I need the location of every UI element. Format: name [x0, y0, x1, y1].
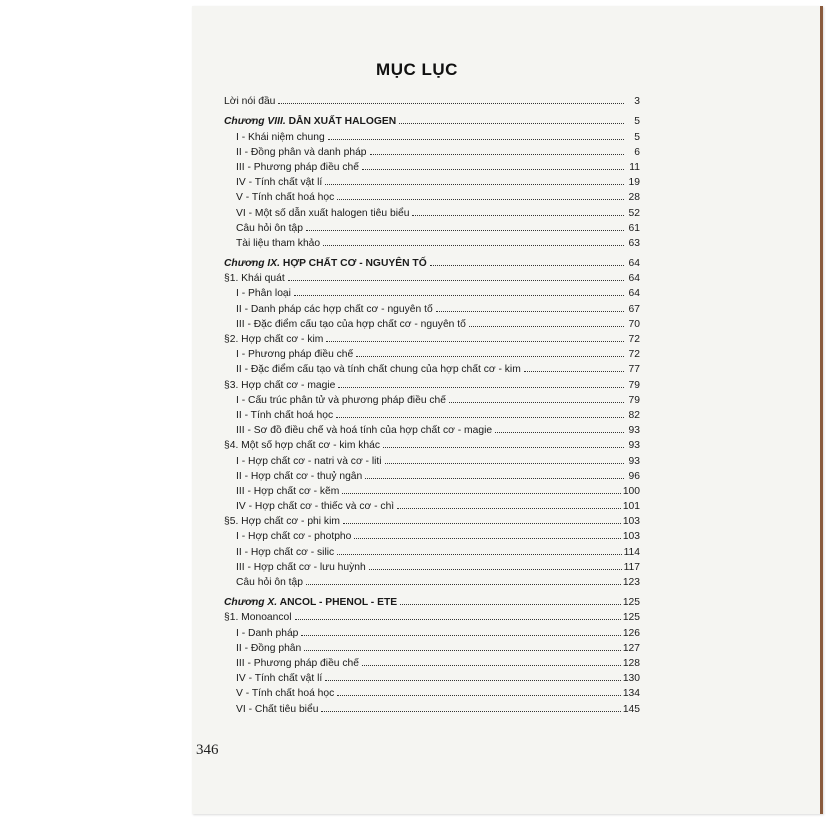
toc-entry-label — [224, 258, 427, 269]
toc-entry-label — [224, 116, 396, 127]
toc-row — [224, 219, 640, 234]
dot-leader — [294, 294, 624, 296]
toc-row — [224, 391, 640, 406]
toc-entry-label: I - Khái niệm chung — [236, 131, 325, 143]
toc-entry-label: IV - Tính chất vật lí — [236, 177, 323, 189]
toc-row — [224, 360, 640, 375]
toc-entry-label: III - Hợp chất cơ - lưu huỳnh — [236, 561, 366, 573]
toc-entry-label: III - Phương pháp điều chế — [236, 657, 359, 669]
toc-page-number: 127 — [622, 642, 640, 654]
dot-leader — [495, 431, 624, 433]
toc-page-number: 6 — [634, 146, 640, 158]
dot-leader — [354, 537, 620, 539]
dot-leader — [323, 244, 624, 246]
dot-leader — [301, 634, 620, 636]
toc-row — [224, 639, 640, 654]
dot-leader — [337, 198, 624, 200]
dot-leader — [295, 618, 621, 620]
toc-entry-label: V - Tính chất hoá học — [236, 192, 335, 204]
dot-leader — [304, 649, 621, 651]
toc-entry-label: II - Tính chất hoá học — [236, 409, 334, 421]
toc-chapter-row — [224, 593, 640, 608]
chapter-prefix: Chương VIII. — [224, 116, 286, 128]
toc-page-number: 125 — [622, 597, 640, 609]
toc-entry-label: III - Phương pháp điều chế — [236, 161, 359, 173]
toc-page-number: 63 — [628, 237, 640, 249]
toc-row — [224, 608, 640, 623]
dot-leader — [383, 446, 624, 448]
toc-page-number: 11 — [629, 161, 640, 173]
toc-entry-label: Tài liệu tham khảo — [236, 237, 321, 249]
table-of-contents — [224, 92, 640, 715]
toc-chapter-row — [224, 112, 640, 127]
chapter-title: HỢP CHẤT CƠ - NGUYÊN TỐ — [282, 258, 427, 270]
toc-page-number: 72 — [628, 334, 640, 345]
dot-leader — [362, 664, 621, 666]
toc-page-number: 82 — [628, 409, 640, 421]
dot-leader — [524, 370, 624, 372]
toc-row — [224, 188, 640, 203]
toc-entry-label: II - Đồng phân và danh pháp — [236, 146, 367, 158]
toc-page-number: 114 — [623, 546, 640, 558]
toc-page-number: 28 — [628, 192, 640, 204]
toc-entry-label — [224, 597, 397, 608]
toc-page-number: 64 — [628, 288, 640, 300]
toc-page-number: 93 — [628, 425, 640, 437]
toc-page-number: 64 — [628, 273, 640, 285]
toc-entry-label: §4. Một số hợp chất cơ - kim khác — [224, 440, 381, 452]
toc-row — [224, 406, 640, 421]
chapter-title: ANCOL - PHENOL - ETE — [279, 597, 398, 609]
dot-leader — [342, 492, 620, 494]
dot-leader — [306, 583, 621, 585]
toc-page-number: 3 — [634, 96, 640, 108]
toc-entry-label: II - Đặc điểm cấu tạo và tính chất chung của hợp chất cơ - kim — [236, 364, 521, 376]
toc-entry-label: V - Tính chất hoá học — [236, 688, 335, 700]
dot-leader — [306, 229, 624, 231]
toc-row — [224, 451, 640, 466]
dot-leader — [325, 183, 624, 185]
toc-entry-label: IV - Tính chất vật lí — [236, 673, 323, 685]
toc-entry-label: I - Hợp chất cơ - natri và cơ - liti — [236, 455, 382, 467]
toc-page-number: 5 — [634, 131, 640, 143]
dot-leader — [400, 603, 621, 605]
toc-entry-label: I - Danh pháp — [236, 627, 299, 639]
toc-row — [224, 512, 640, 527]
toc-page-number: 52 — [628, 207, 640, 219]
toc-row — [224, 467, 640, 482]
dot-leader — [337, 694, 621, 696]
toc-page-number: 128 — [622, 657, 640, 669]
toc-entry-label: III - Sơ đồ điều chế và hoá tính của hợp chất cơ - magie — [236, 425, 493, 437]
toc-row — [224, 684, 640, 699]
toc-row — [224, 203, 640, 218]
toc-chapter-row — [224, 254, 640, 269]
dot-leader — [469, 325, 624, 327]
toc-row — [224, 654, 640, 669]
toc-row — [224, 699, 640, 714]
toc-entry-label: III - Hợp chất cơ - kẽm — [236, 485, 340, 497]
toc-row — [224, 269, 640, 284]
toc-row — [224, 143, 640, 158]
dot-leader — [343, 522, 621, 524]
chapter-prefix: Chương X. — [224, 597, 278, 609]
toc-entry-label: Lời nói đầu — [224, 96, 276, 108]
toc-entry-label: §1. Monoancol — [224, 612, 292, 624]
toc-row — [224, 623, 640, 638]
toc-page-number: 134 — [622, 688, 640, 700]
chapter-title: DẪN XUẤT HALOGEN — [288, 116, 397, 128]
toc-page-number: 125 — [622, 612, 640, 624]
dot-leader — [356, 355, 624, 357]
toc-row — [224, 482, 640, 497]
toc-row — [224, 284, 640, 299]
toc-row — [224, 345, 640, 360]
toc-row — [224, 127, 640, 142]
toc-page-number: 93 — [628, 440, 640, 452]
dot-leader — [336, 416, 624, 418]
toc-page-number: 61 — [628, 222, 640, 234]
toc-page-number: 72 — [628, 349, 640, 361]
toc-row — [224, 558, 640, 573]
dot-leader — [328, 138, 624, 140]
dot-leader — [399, 122, 624, 124]
toc-page-number: 103 — [622, 516, 640, 528]
toc-row — [224, 173, 640, 188]
toc-entry-label: II - Danh pháp các hợp chất cơ - nguyên tố — [236, 303, 433, 315]
toc-row — [224, 158, 640, 173]
toc-entry-label: I - Cấu trúc phân tử và phương pháp điều chế — [236, 394, 447, 406]
dot-leader — [326, 340, 624, 342]
toc-page-number: 130 — [622, 673, 640, 685]
toc-row — [224, 573, 640, 588]
toc-entry-label: VI - Một số dẫn xuất halogen tiêu biểu — [236, 207, 410, 219]
dot-leader — [412, 214, 624, 216]
toc-page-number: 96 — [628, 470, 640, 482]
toc-page-number: 64 — [628, 258, 640, 270]
dot-leader — [385, 462, 624, 464]
dot-leader — [365, 477, 624, 479]
toc-entry-label: Câu hỏi ôn tập — [236, 222, 303, 234]
toc-page-number: 123 — [622, 577, 640, 588]
toc-row — [224, 92, 640, 107]
toc-entry-label: I - Phân loại — [236, 288, 291, 300]
toc-page-number: 19 — [628, 177, 640, 189]
toc-entry-label: Câu hỏi ôn tập — [236, 577, 303, 588]
toc-row — [224, 315, 640, 330]
toc-entry-label: §5. Hợp chất cơ - phi kim — [224, 516, 340, 528]
toc-entry-label: III - Đặc điểm cấu tạo của hợp chất cơ - nguyên tố — [236, 318, 466, 330]
toc-entry-label: I - Hợp chất cơ - photpho — [236, 531, 352, 543]
dot-leader — [369, 568, 622, 570]
toc-entry-label: §3. Hợp chất cơ - magie — [224, 379, 336, 391]
toc-page-number: 70 — [628, 318, 640, 330]
toc-row — [224, 299, 640, 314]
page-title: MỤC LỤC — [376, 60, 458, 79]
page-number: 346 — [196, 742, 219, 758]
toc-page-number: 145 — [622, 703, 640, 715]
toc-page-number: 117 — [623, 561, 640, 573]
chapter-prefix: Chương IX. — [224, 258, 281, 270]
dot-leader — [436, 310, 624, 312]
dot-leader — [337, 553, 621, 555]
toc-page-number: 100 — [622, 485, 640, 497]
toc-page-number: 93 — [628, 455, 640, 467]
toc-row — [224, 234, 640, 249]
toc-entry-label: II - Đồng phân — [236, 642, 302, 654]
toc-page-number: 79 — [628, 379, 640, 391]
toc-entry-label: IV - Hợp chất cơ - thiếc và cơ - chì — [236, 501, 395, 513]
dot-leader — [449, 401, 624, 403]
toc-entry-label: II - Hợp chất cơ - thuỷ ngân — [236, 470, 363, 482]
toc-entry-label: I - Phương pháp điều chế — [236, 349, 354, 361]
toc-page-number: 5 — [634, 116, 640, 128]
toc-row — [224, 497, 640, 512]
toc-entry-label: §1. Khái quát — [224, 273, 285, 285]
toc-page-number: 79 — [628, 394, 640, 406]
dot-leader — [321, 710, 620, 712]
dot-leader — [288, 279, 624, 281]
dot-leader — [325, 679, 621, 681]
toc-row — [224, 542, 640, 557]
toc-row — [224, 330, 640, 345]
dot-leader — [430, 264, 624, 266]
toc-row — [224, 421, 640, 436]
toc-row — [224, 527, 640, 542]
dot-leader — [362, 168, 624, 170]
toc-row — [224, 669, 640, 684]
toc-page-number: 101 — [622, 501, 640, 513]
dot-leader — [278, 102, 624, 104]
toc-entry-label: VI - Chất tiêu biểu — [236, 703, 319, 715]
toc-entry-label: II - Hợp chất cơ - silic — [236, 546, 335, 558]
toc-row — [224, 375, 640, 390]
dot-leader — [338, 386, 624, 388]
toc-page-number: 103 — [622, 531, 640, 543]
toc-page-number: 126 — [622, 627, 640, 639]
toc-entry-label: §2. Hợp chất cơ - kim — [224, 334, 324, 345]
dot-leader — [370, 153, 624, 155]
toc-row — [224, 436, 640, 451]
toc-page-number: 77 — [628, 364, 640, 376]
dot-leader — [397, 507, 621, 509]
toc-page-number: 67 — [628, 303, 640, 315]
